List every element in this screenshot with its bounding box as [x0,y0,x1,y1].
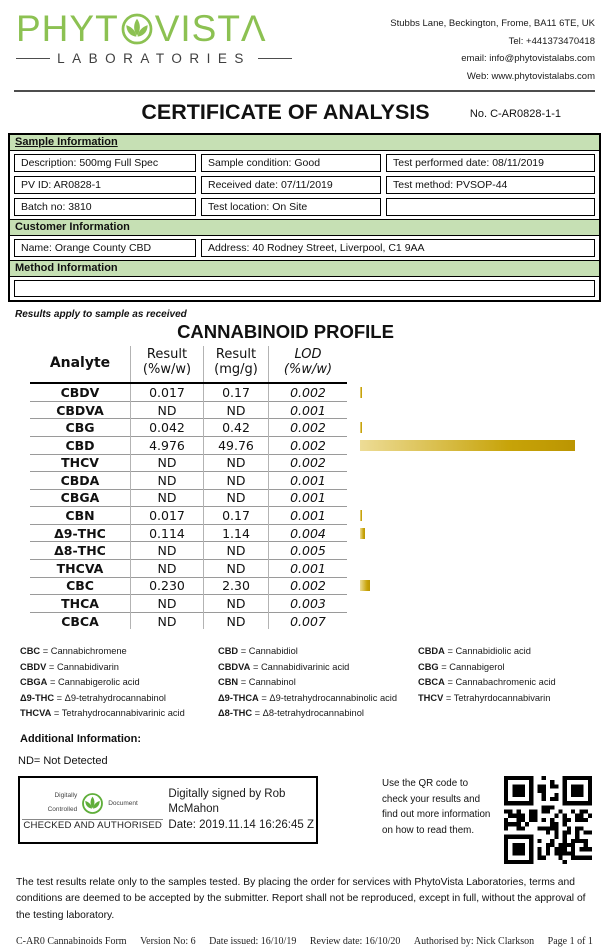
legend-entry: THCV = Tetrahyrdocannabivarin [418,692,551,703]
lod-value: 0.002 [269,436,348,454]
analyte-name: THCV [30,454,131,472]
profile-row [30,454,582,472]
col-header-bar [347,346,582,383]
info-row [14,239,595,257]
info-cell-test-method: Test method: PVSOP-44 [386,176,595,194]
analyte-name: CBDA [30,472,131,490]
brand-subtitle: LABORATORIES [57,51,251,66]
result-pct: 0.230 [131,577,204,595]
sample-info-rows [10,151,599,219]
profile-row [30,524,582,542]
bar-cell [347,489,582,507]
signature-date: Date: 2019.11.14 16:26:45 Z [168,818,314,831]
result-mgg: 2.30 [204,577,269,595]
legend-entry: CBGA = Cannabigerolic acid [20,677,140,688]
leaf-logo-icon [120,12,154,46]
result-mgg: 0.17 [204,507,269,525]
profile-row [30,560,582,578]
bar-cell [347,383,582,401]
info-cell-received-date: Received date: 07/11/2019 [201,176,381,194]
footer-form-name: C-AR0 Cannabinoids Form [16,936,127,947]
divider [258,58,292,60]
result-mgg: ND [204,489,269,507]
bar-cell [347,507,582,525]
result-bar [360,387,362,398]
profile-title: CANNABINOID PROFILE [177,321,394,343]
analyte-name: CBC [30,577,131,595]
legend-entry: CBDVA = Cannabidivarinic acid [218,661,350,672]
profile-row [30,612,582,629]
result-mgg: ND [204,560,269,578]
legend-entry: Δ8-THC = Δ8-tetrahydrocannabinol [218,708,364,719]
signature-details [163,787,314,834]
legend-entry: THCVA = Tetrahydrocannabivarinic acid [20,708,185,719]
lod-value: 0.003 [269,595,348,613]
analyte-name: CBDVA [30,401,131,419]
info-cell-pvid: PV ID: AR0828-1 [14,176,196,194]
bar-cell [347,524,582,542]
divider [16,58,50,60]
additional-info-header: Additional Information: [20,732,141,745]
legend-entry: CBD = Cannabidiol [218,646,298,657]
brand-logo [16,10,292,85]
result-mgg: ND [204,612,269,629]
legend-column [20,644,218,722]
profile-row [30,577,582,595]
profile-row [30,595,582,613]
bar-cell [347,419,582,437]
sample-info-header: Sample Information [10,135,599,151]
result-bar [360,510,362,521]
customer-info-rows [10,236,599,260]
customer-info-header: Customer Information [10,219,599,236]
lod-value: 0.004 [269,524,348,542]
bar-cell [347,454,582,472]
analyte-name: CBGA [30,489,131,507]
checked-authorised-label: CHECKED AND AUTHORISED [23,820,163,832]
legend-column [418,644,609,722]
legend-column [218,644,418,722]
analyte-name: Δ8-THC [30,542,131,560]
info-cell-customer-address: Address: 40 Rodney Street, Liverpool, C1 9AA [201,239,595,257]
footer-page: Page 1 of 1 [547,936,593,947]
stamp-label-document: Document [108,799,138,807]
info-row [14,154,595,172]
lod-value: 0.001 [269,401,348,419]
results-note: Results apply to sample as received [15,309,187,321]
analyte-name: CBG [30,419,131,437]
contact-block [390,10,595,85]
legend-entry: CBCA = Cannabachromenic acid [418,677,556,688]
bar-cell [347,401,582,419]
info-cell-description: Description: 500mg Full Spec [14,154,196,172]
profile-row [30,401,582,419]
profile-row [30,436,582,454]
profile-row [30,489,582,507]
result-mgg: ND [204,401,269,419]
stamp-labels-left: Digitally Controlled [47,791,78,814]
bar-cell [347,472,582,490]
info-table [8,133,601,302]
result-bar [360,580,370,591]
lod-value: 0.001 [269,472,348,490]
footer-authorised-by: Authorised by: Nick Clarkson [413,936,535,947]
contact-web: Web: www.phytovistalabs.com [466,70,595,82]
legend-entry: Δ9-THCA = Δ9-tetrahydrocannabinolic acid [218,692,398,703]
lod-value: 0.001 [269,489,348,507]
brand-name-left: PHYT [16,8,119,49]
result-pct: ND [131,472,204,490]
result-pct: ND [131,560,204,578]
profile-row [30,507,582,525]
footer-review-date: Review date: 16/10/20 [309,936,401,947]
footer-date-issued: Date issued: 16/10/19 [209,936,297,947]
page-header [0,0,609,85]
result-mgg: ND [204,472,269,490]
disclaimer-text: The test results relate only to the samples tested. By placing the order for services with PhytoVista Laboratories, terms and conditions are deemed to be accepted by the submitter. Report shall not be reproduced, except in full, without the approval of the testing laboratory. [16,876,586,921]
legend-entry: Δ9-THC = Δ9-tetrahydrocannabinol [20,692,166,703]
stamp-badge-row [22,789,163,819]
info-cell-customer-name: Name: Orange County CBD [14,239,196,257]
nd-note: ND= Not Detected [18,754,108,767]
lod-value: 0.005 [269,542,348,560]
bar-cell [347,612,582,629]
analyte-name: CBDV [60,384,100,400]
lod-value: 0.002 [269,454,348,472]
info-row [14,198,595,216]
analyte-name: THCA [30,595,131,613]
contact-tel: Tel: +441373470418 [508,35,595,47]
result-pct: 0.042 [131,419,204,437]
col-header-result-mgg: Result (mg/g) [204,346,269,383]
result-mgg: 0.42 [204,419,269,437]
bar-cell [347,595,582,613]
title-bar [0,100,609,127]
signature-stamp [22,789,163,832]
qr-code [504,776,592,864]
legend-entry: CBN = Cannabinol [218,677,296,688]
col-header-lod: LOD (%w/w) [269,346,348,383]
contact-email: email: info@phytovistalabs.com [461,53,595,65]
lod-value: 0.001 [269,507,348,525]
legend-entry: CBC = Cannabichromene [20,646,127,657]
certificate-number: No. C-AR0828-1-1 [469,108,561,121]
analyte-name: CBCA [30,612,131,629]
brand-subtitle-row [16,51,292,66]
result-bar [360,528,365,539]
signature-box [18,776,318,844]
bar-cell [347,436,582,454]
result-mgg: 0.17 [204,383,269,401]
result-bar [360,422,362,433]
result-pct: ND [131,401,204,419]
signature-row [18,776,609,864]
brand-name [16,10,292,47]
profile-row [30,419,582,437]
qr-instructions: Use the QR code to check your results and find out more information on how to read them. [382,777,491,836]
cannabinoid-table [30,346,582,629]
legend-entry: CBG = Cannabigerol [418,661,505,672]
table-header-row [30,346,582,383]
col-header-analyte: Analyte [30,346,131,383]
info-cell-empty [386,198,595,216]
contact-address: Stubbs Lane, Beckington, Frome, BA11 6TE, UK [390,18,595,29]
result-pct: ND [131,489,204,507]
info-cell-location: Test location: On Site [201,198,381,216]
method-info-empty-cell [14,280,595,297]
profile-table-wrap [30,346,609,629]
profile-row [30,542,582,560]
bar-cell [347,560,582,578]
result-bar [360,440,575,451]
result-mgg: ND [204,454,269,472]
result-pct: ND [131,542,204,560]
result-pct: 0.017 [131,507,204,525]
result-mgg: 49.76 [204,436,269,454]
analyte-name: CBN [30,507,131,525]
bar-cell [347,577,582,595]
footer-version: Version No: 6 [140,936,196,947]
analyte-name: CBD [30,436,131,454]
result-pct: 4.976 [131,436,204,454]
result-pct: ND [131,612,204,629]
info-row [14,176,595,194]
info-cell-condition: Sample condition: Good [201,154,381,172]
analyte-name: Δ9-THC [30,524,131,542]
analyte-legend [20,644,609,722]
result-mgg: ND [204,595,269,613]
profile-row [30,472,582,490]
signed-by-text: Digitally signed by Rob McMahon [168,787,286,816]
lod-value: 0.002 [269,419,348,437]
profile-row [30,383,582,401]
header-rule [14,90,595,92]
result-mgg: 1.14 [204,524,269,542]
info-cell-test-date: Test performed date: 08/11/2019 [386,154,595,172]
legend-entry: CBDA = Cannabidiolic acid [418,646,531,657]
result-mgg: ND [204,542,269,560]
col-header-result-pct: Result (%w/w) [131,346,204,383]
document-footer [16,936,593,947]
lod-value: 0.002 [269,577,348,595]
document-title: CERTIFICATE OF ANALYSIS [141,100,430,125]
bar-cell [347,542,582,560]
legend-entry: CBDV = Cannabidivarin [20,661,119,672]
lod-value: 0.002 [269,383,348,401]
result-pct: ND [131,454,204,472]
analyte-name: THCVA [30,560,131,578]
leaf-badge-icon [81,792,104,815]
result-pct: ND [131,595,204,613]
result-pct: 0.017 [131,383,204,401]
result-pct: 0.114 [131,524,204,542]
lod-value: 0.001 [269,560,348,578]
method-info-header: Method Information [10,260,599,277]
info-cell-batch: Batch no: 3810 [14,198,196,216]
lod-value: 0.007 [269,612,348,629]
brand-name-right: VISTΛ [154,8,267,49]
